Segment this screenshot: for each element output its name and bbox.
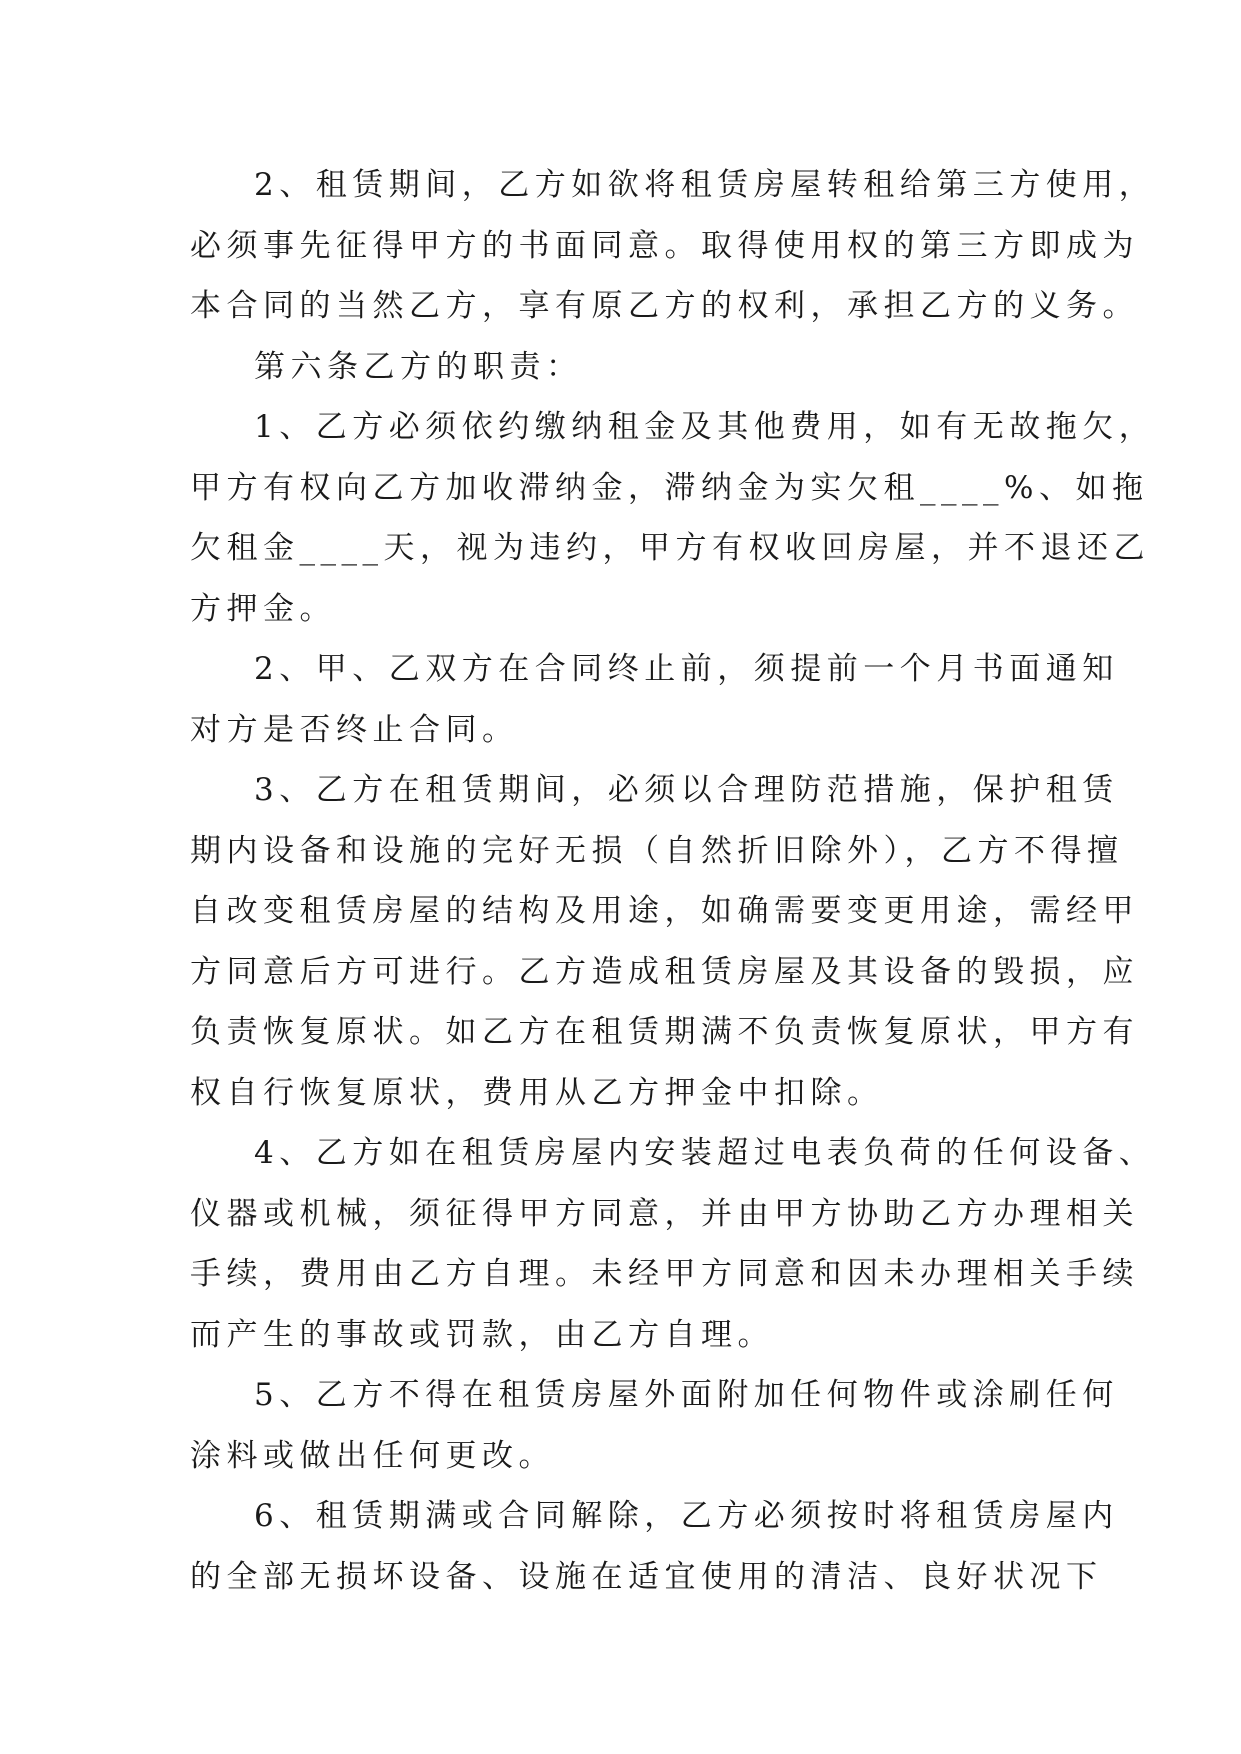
paragraph-line: 必须事先征得甲方的书面同意。取得使用权的第三方即成为 bbox=[190, 227, 1139, 264]
paragraph-line: 方押金。 bbox=[190, 590, 336, 627]
paragraph-line: 而产生的事故或罚款，由乙方自理。 bbox=[190, 1316, 774, 1353]
paragraph-line: 负责恢复原状。如乙方在租赁期满不负责恢复原状，甲方有 bbox=[190, 1014, 1139, 1050]
section-heading: 第六条乙方的职责： bbox=[254, 348, 583, 385]
paragraph-line: 甲方有权向乙方加收滞纳金，滞纳金为实欠租____%、如拖 bbox=[190, 469, 1149, 506]
document-body bbox=[190, 155, 1156, 1607]
paragraph-line: 欠租金____天，视为违约，甲方有权收回房屋，并不退还乙 bbox=[190, 530, 1150, 566]
paragraph-line: 5、乙方不得在租赁房屋外面附加任何物件或涂刷任何 bbox=[254, 1377, 1119, 1413]
paragraph-line: 期内设备和设施的完好无损（自然折旧除外），乙方不得擅 bbox=[190, 832, 1124, 869]
paragraph-line: 3、乙方在租赁期间，必须以合理防范措施，保护租赁 bbox=[254, 772, 1119, 808]
paragraph-line: 权自行恢复原状，费用从乙方押金中扣除。 bbox=[190, 1074, 884, 1111]
paragraph-line: 方同意后方可进行。乙方造成租赁房屋及其设备的毁损，应 bbox=[190, 953, 1139, 990]
paragraph-line: 4、乙方如在租赁房屋内安装超过电表负荷的任何设备、 bbox=[254, 1135, 1156, 1171]
paragraph-line: 的全部无损坏设备、设施在适宜使用的清洁、良好状况下 bbox=[190, 1558, 1103, 1595]
paragraph-line: 手续，费用由乙方自理。未经甲方同意和因未办理相关手续 bbox=[190, 1256, 1139, 1292]
paragraph-line: 自改变租赁房屋的结构及用途，如确需要变更用途，需经甲 bbox=[190, 893, 1139, 929]
paragraph-line: 本合同的当然乙方，享有原乙方的权利，承担乙方的义务。 bbox=[190, 288, 1139, 324]
paragraph-line: 仪器或机械，须征得甲方同意，并由甲方协助乙方办理相关 bbox=[190, 1195, 1139, 1232]
paragraph-line: 涂料或做出任何更改。 bbox=[190, 1437, 555, 1474]
paragraph-line: 2、租赁期间，乙方如欲将租赁房屋转租给第三方使用， bbox=[254, 167, 1156, 203]
paragraph-line: 1、乙方必须依约缴纳租金及其他费用，如有无故拖欠， bbox=[254, 409, 1156, 445]
paragraph-line: 2、甲、乙双方在合同终止前，须提前一个月书面通知 bbox=[254, 651, 1119, 687]
paragraph-line: 6、租赁期满或合同解除，乙方必须按时将租赁房屋内 bbox=[254, 1498, 1119, 1534]
paragraph-line: 对方是否终止合同。 bbox=[190, 711, 519, 748]
